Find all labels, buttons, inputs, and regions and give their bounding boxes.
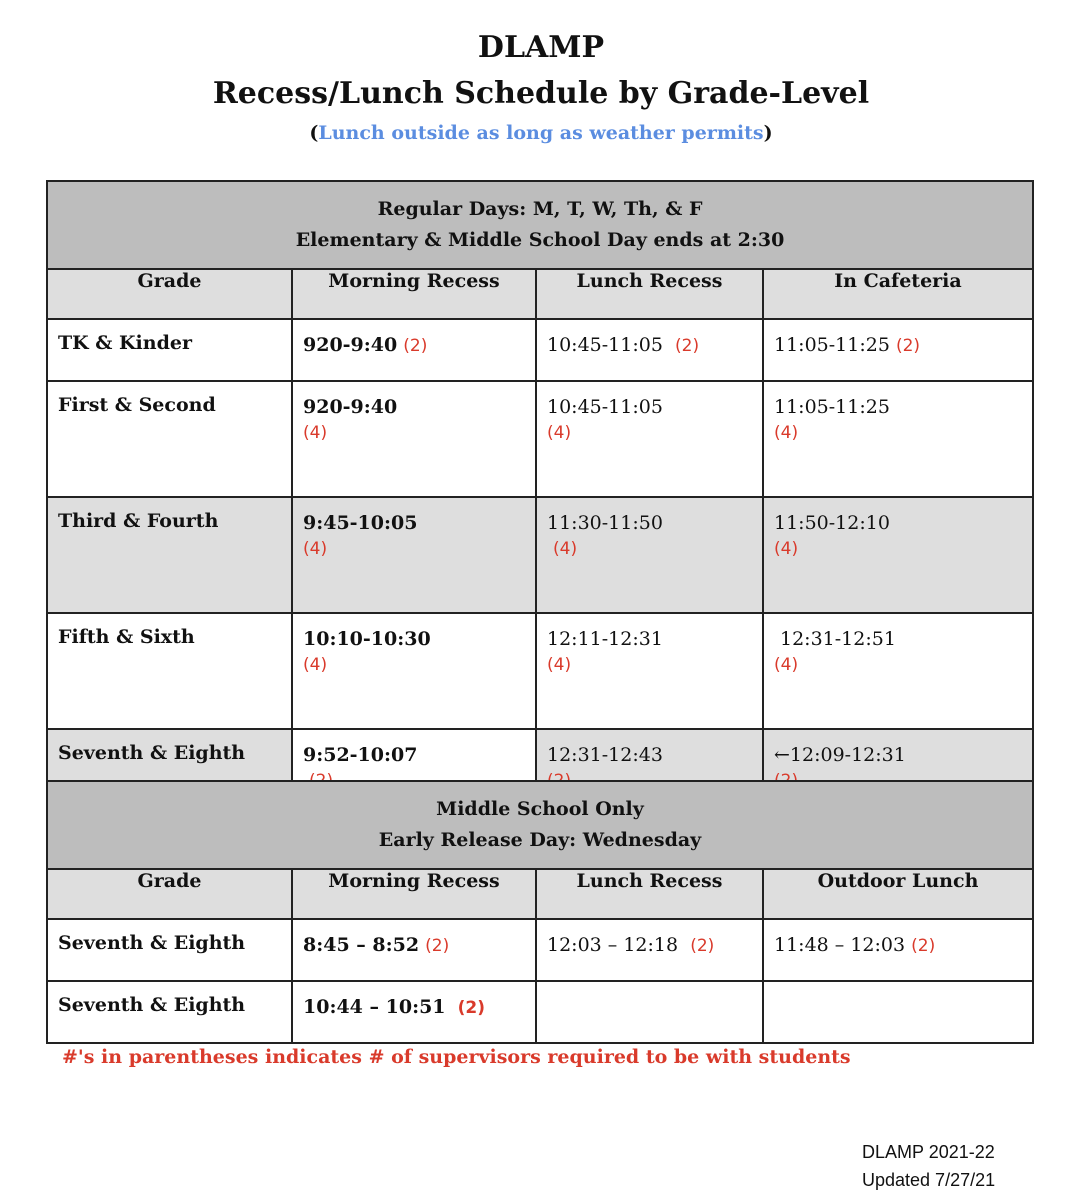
table-row (47, 613, 1033, 729)
middle-school-table (46, 780, 1034, 1044)
grade-cell: First & Second (47, 381, 292, 497)
footer (862, 1138, 995, 1194)
note-close-paren: ) (763, 122, 773, 144)
grade-cell: Seventh & Eighth (47, 919, 292, 981)
morning-recess-cell: 9:45-10:05 (4) (292, 497, 536, 613)
cafeteria-cell: 11:50-12:10 (4) (763, 497, 1033, 613)
cafeteria-cell: 11:05-11:25 (4) (763, 381, 1033, 497)
document-subtitle: Recess/Lunch Schedule by Grade-Level (212, 76, 870, 111)
note-open-paren: ( (309, 122, 319, 144)
supervisor-note: #'s in parentheses indicates # of supervisors required to be with students (62, 1046, 851, 1068)
outdoor-lunch-cell: 11:48 – 12:03 (2) (763, 919, 1033, 981)
lunch-recess-cell: 12:31-12:43 (536, 729, 763, 817)
column-header-morning-recess: Morning Recess (292, 869, 536, 919)
column-header-grade: Grade (47, 869, 292, 919)
grade-cell: Seventh & Eighth (47, 981, 292, 1043)
outdoor-lunch-cell (763, 981, 1033, 1043)
grade-cell: Third & Fourth (47, 497, 292, 613)
morning-recess-cell: 10:10-10:30 (4) (292, 613, 536, 729)
column-header-grade: Grade (47, 269, 292, 319)
note-text: Lunch outside as long as weather permits (318, 122, 764, 144)
column-header-in-cafeteria: In Cafeteria (763, 269, 1033, 319)
table-row (47, 381, 1033, 497)
morning-recess-cell: 8:45 – 8:52 (2) (292, 919, 536, 981)
document-title: DLAMP (477, 30, 605, 65)
lunch-recess-cell: 10:45-11:05 (2) (536, 319, 763, 381)
morning-recess-cell: 920-9:40 (4) (292, 381, 536, 497)
weather-note (0, 122, 1082, 144)
cafeteria-cell: 12:31-12:51 (4) (763, 613, 1033, 729)
regular-days-table (46, 180, 1034, 818)
grade-cell: TK & Kinder (47, 319, 292, 381)
lunch-recess-cell (536, 981, 763, 1043)
footer-year: DLAMP 2021-22 (862, 1142, 995, 1162)
morning-recess-cell: 10:44 – 10:51 (2) (292, 981, 536, 1043)
lunch-recess-cell: 12:11-12:31 (4) (536, 613, 763, 729)
regular-days-subtitle: Elementary & Middle School Day ends at 2:30 (295, 229, 785, 251)
table-row (47, 919, 1033, 981)
table-row (47, 981, 1033, 1043)
cafeteria-cell: ←12:09-12:31 (763, 729, 1033, 817)
grade-cell: Fifth & Sixth (47, 613, 292, 729)
middle-school-subtitle: Early Release Day: Wednesday (378, 829, 702, 851)
morning-recess-cell: 9:52-10:07 (292, 729, 536, 817)
grade-cell: Seventh & Eighth (47, 729, 292, 817)
column-header-lunch-recess: Lunch Recess (536, 869, 763, 919)
middle-school-title: Middle School Only (436, 798, 644, 820)
lunch-recess-cell: 12:03 – 12:18 (2) (536, 919, 763, 981)
regular-days-header (47, 181, 1033, 269)
table-row (47, 497, 1033, 613)
cafeteria-cell: 11:05-11:25 (2) (763, 319, 1033, 381)
column-header-outdoor-lunch: Outdoor Lunch (763, 869, 1033, 919)
table-row (47, 319, 1033, 381)
middle-school-header (47, 781, 1033, 869)
column-header-morning-recess: Morning Recess (292, 269, 536, 319)
column-header-lunch-recess: Lunch Recess (536, 269, 763, 319)
footer-updated: Updated 7/27/21 (862, 1170, 996, 1190)
lunch-recess-cell: 11:30-11:50 (4) (536, 497, 763, 613)
lunch-recess-cell: 10:45-11:05 (4) (536, 381, 763, 497)
morning-recess-cell: 920-9:40 (2) (292, 319, 536, 381)
regular-days-title: Regular Days: M, T, W, Th, & F (377, 198, 703, 220)
